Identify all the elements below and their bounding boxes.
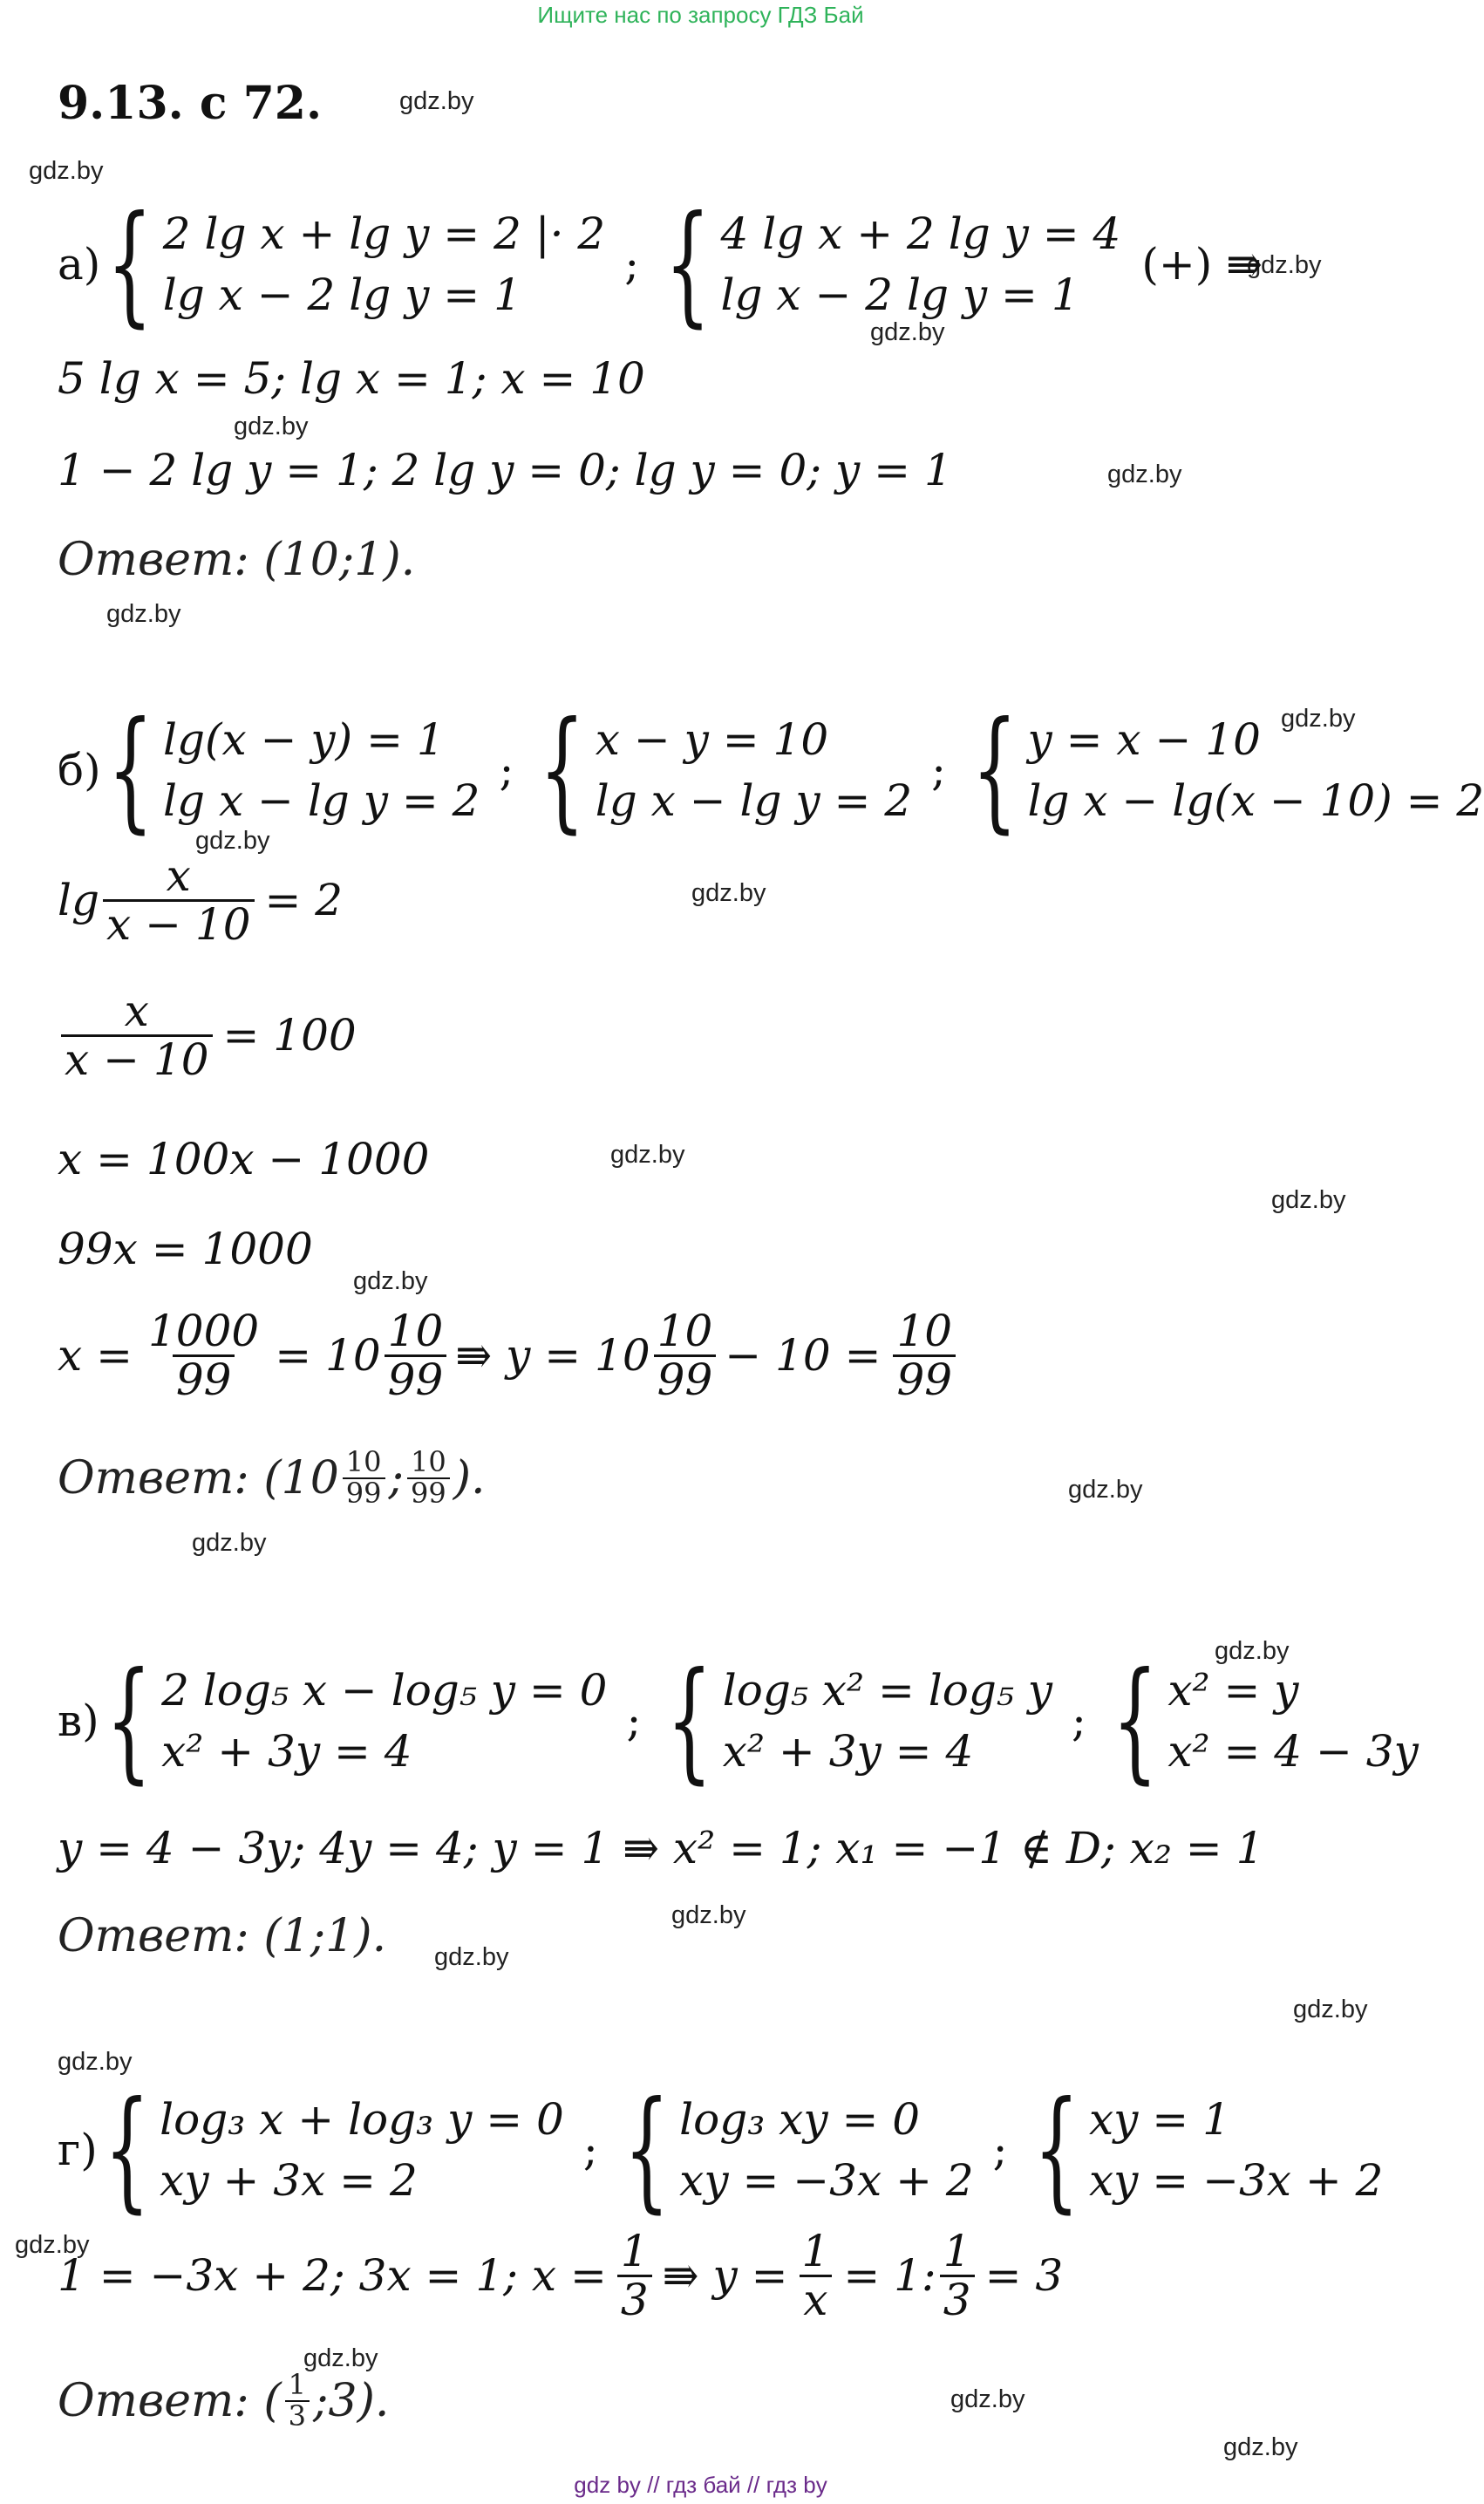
watermark: gdz.by bbox=[950, 2385, 1025, 2413]
expr: = 3 bbox=[984, 2250, 1064, 2301]
part-b-systems: б) { lg(x − y) = 1 lg x − lg y = 2 ; { x − y = 10 lg x − lg y = 2 ; { y = x − 10 lg x − lg(x − 10) = 2 bbox=[58, 694, 1484, 846]
equation: log₅ x² = log₅ y bbox=[722, 1665, 1053, 1716]
denominator: 99 bbox=[407, 1477, 450, 1509]
equation: lg x − lg(x − 10) = 2 bbox=[1027, 775, 1484, 826]
denominator: x − 10 bbox=[61, 1034, 213, 1083]
watermark: gdz.by bbox=[1107, 461, 1182, 488]
fraction bbox=[617, 2228, 652, 2323]
part-g-answer bbox=[58, 2368, 390, 2432]
expr: ⇛ y = 10 bbox=[455, 1330, 650, 1381]
part-g-label: г) bbox=[58, 2125, 98, 2175]
page-title: 9.13. с 72. bbox=[58, 77, 323, 130]
watermark: gdz.by bbox=[15, 2231, 90, 2259]
equation: lg(x − y) = 1 bbox=[163, 714, 445, 765]
denominator: 99 bbox=[385, 1354, 447, 1403]
part-g-system-2 bbox=[679, 2089, 974, 2211]
fraction bbox=[893, 1306, 956, 1405]
equation: log₃ xy = 0 bbox=[679, 2094, 921, 2145]
watermark: gdz.by bbox=[192, 1529, 267, 1557]
equation: log₃ x + log₃ y = 0 bbox=[160, 2094, 564, 2145]
part-a-line-1: 5 lg x = 5; lg x = 1; x = 10 bbox=[58, 353, 645, 404]
denominator: x bbox=[800, 2275, 831, 2323]
equation: xy = −3x + 2 bbox=[1088, 2155, 1384, 2206]
denominator: 99 bbox=[893, 1354, 956, 1403]
watermark: gdz.by bbox=[870, 318, 945, 346]
system-brace: { bbox=[106, 188, 153, 340]
watermark: gdz.by bbox=[303, 2344, 378, 2372]
equation: x − y = 10 bbox=[595, 714, 829, 765]
watermark: gdz.by bbox=[1281, 705, 1356, 733]
fraction bbox=[799, 2228, 834, 2323]
watermark: gdz.by bbox=[434, 1943, 509, 1971]
system-brace: { bbox=[623, 2074, 670, 2226]
denominator: 99 bbox=[343, 1477, 385, 1509]
fraction bbox=[61, 986, 213, 1085]
equation: xy = 1 bbox=[1088, 2094, 1230, 2145]
watermark: gdz.by bbox=[1247, 251, 1322, 279]
part-v-line-1: y = 4 − 3y; 4y = 4; y = 1 ⇛ x² = 1; x₁ = −1 ∉ D; x₂ = 1 bbox=[58, 1823, 1264, 1873]
watermark: gdz.by bbox=[234, 413, 309, 440]
denominator: 3 bbox=[617, 2275, 652, 2323]
equation: 2 lg x + lg y = 2 |· 2 bbox=[162, 208, 606, 259]
watermark: gdz.by bbox=[691, 879, 766, 907]
part-b-line-4: 99x = 1000 bbox=[58, 1224, 313, 1274]
part-g-system-1 bbox=[160, 2089, 564, 2211]
system-brace: { bbox=[107, 694, 153, 846]
denominator: 3 bbox=[285, 2400, 310, 2432]
watermark: gdz.by bbox=[1271, 1186, 1346, 1214]
answer-text: ). bbox=[453, 1451, 486, 1504]
denominator: 99 bbox=[654, 1354, 717, 1403]
equation: x² + 3y = 4 bbox=[161, 1726, 412, 1777]
fraction bbox=[343, 1445, 385, 1510]
part-b-system-1 bbox=[163, 709, 480, 831]
part-a-line-2: 1 − 2 lg y = 1; 2 lg y = 0; lg y = 0; y = 1 bbox=[58, 445, 952, 495]
watermark: gdz.by bbox=[1293, 1996, 1368, 2023]
fraction bbox=[145, 1306, 262, 1405]
expr: = 1: bbox=[843, 2250, 936, 2301]
fraction bbox=[654, 1306, 717, 1405]
part-b-answer bbox=[58, 1445, 486, 1510]
numerator: 1 bbox=[801, 2226, 830, 2276]
denominator: x − 10 bbox=[103, 899, 255, 948]
part-b-label: б) bbox=[58, 745, 101, 795]
part-b-line-2 bbox=[58, 986, 357, 1085]
part-g-line-1 bbox=[58, 2228, 1063, 2323]
watermark: gdz.by bbox=[399, 87, 474, 115]
system-brace: { bbox=[106, 1645, 152, 1797]
part-v-label: в) bbox=[58, 1695, 99, 1746]
answer-text: Ответ: (10 bbox=[58, 1451, 339, 1504]
numerator: 10 bbox=[411, 1445, 446, 1478]
fraction bbox=[285, 2368, 310, 2432]
part-b-line-3: x = 100x − 1000 bbox=[58, 1134, 430, 1184]
equation: x² = 4 − 3y bbox=[1167, 1726, 1419, 1777]
part-b-system-3 bbox=[1027, 709, 1484, 831]
fraction bbox=[385, 1306, 447, 1405]
answer-text: Ответ: ( bbox=[58, 2374, 282, 2427]
equation: lg x − 2 lg y = 1 bbox=[162, 270, 521, 320]
equation: x² + 3y = 4 bbox=[722, 1726, 974, 1777]
equation: xy = −3x + 2 bbox=[679, 2155, 974, 2206]
denominator: 99 bbox=[173, 1354, 235, 1403]
watermark: gdz.by bbox=[353, 1267, 428, 1295]
watermark: gdz.by bbox=[1215, 1637, 1290, 1665]
fraction bbox=[940, 2228, 975, 2323]
expr: ⇛ y = bbox=[662, 2250, 788, 2301]
part-v-system-3 bbox=[1167, 1660, 1418, 1782]
watermark: gdz.by bbox=[29, 157, 104, 185]
numerator: 10 bbox=[387, 1306, 444, 1356]
equation: lg x − lg y = 2 bbox=[163, 775, 480, 826]
equals: = 100 bbox=[222, 1010, 357, 1061]
equation: lg x − 2 lg y = 1 bbox=[720, 270, 1079, 320]
fraction bbox=[407, 1445, 450, 1510]
top-banner-link[interactable]: Ищите нас по запросу ГДЗ Бай bbox=[537, 2, 864, 28]
system-brace: { bbox=[971, 694, 1018, 846]
equation: 2 log₅ x − log₅ y = 0 bbox=[161, 1665, 608, 1716]
expr: 1 = −3x + 2; 3x = 1; x = bbox=[58, 2250, 607, 2301]
equals: = 2 bbox=[264, 875, 344, 925]
expr: x = bbox=[58, 1330, 133, 1381]
part-b-line-1 bbox=[58, 850, 344, 950]
system-brace: { bbox=[104, 2074, 150, 2226]
answer-text: ;3). bbox=[312, 2374, 390, 2427]
equation: 4 lg x + 2 lg y = 4 bbox=[720, 208, 1121, 259]
watermark: gdz.by bbox=[106, 600, 181, 628]
fraction bbox=[103, 850, 255, 950]
numerator: 10 bbox=[657, 1306, 713, 1356]
watermark: gdz.by bbox=[671, 1901, 746, 1929]
bottom-banner-link[interactable]: gdz by // гдз бай // гдз by bbox=[574, 2472, 827, 2498]
numerator: 1 bbox=[620, 2226, 649, 2276]
part-a-system-1 bbox=[163, 203, 605, 325]
part-g-system-3 bbox=[1089, 2089, 1384, 2211]
part-a-systems: а) { 2 lg x + lg y = 2 |· 2 lg x − 2 lg y = 1 ; { 4 lg x + 2 lg y = 4 lg x − 2 lg y = 1 (+) ⇛ bbox=[58, 188, 1263, 340]
answer-text: ; bbox=[388, 1451, 405, 1504]
numerator: 10 bbox=[345, 1445, 382, 1478]
watermark: gdz.by bbox=[1223, 2433, 1298, 2461]
part-v-systems: в) { 2 log₅ x − log₅ y = 0 x² + 3y = 4 ; { log₅ x² = log₅ y x² + 3y = 4 ; { x² = y x² = 4 − 3y bbox=[58, 1645, 1419, 1797]
numerator: 1 bbox=[288, 2368, 306, 2401]
watermark: gdz.by bbox=[58, 2048, 133, 2076]
denominator: 3 bbox=[940, 2275, 975, 2323]
part-a-label: а) bbox=[58, 239, 101, 290]
part-v-answer: Ответ: (1;1). bbox=[58, 1910, 387, 1962]
system-brace: { bbox=[1112, 1645, 1158, 1797]
watermark: gdz.by bbox=[1068, 1476, 1143, 1504]
part-a-answer: Ответ: (10;1). bbox=[58, 534, 416, 586]
numerator: 1 bbox=[943, 2226, 971, 2276]
part-v-system-2 bbox=[723, 1660, 1052, 1782]
part-v-system-1 bbox=[161, 1660, 607, 1782]
sum-implies: (+) ⇛ bbox=[1141, 239, 1263, 290]
equation: lg x − lg y = 2 bbox=[595, 775, 913, 826]
part-g-systems: г) { log₃ x + log₃ y = 0 xy + 3x = 2 ; { log₃ xy = 0 xy = −3x + 2 ; { xy = 1 xy = −3x + 2 bbox=[58, 2074, 1384, 2226]
lg-symbol: lg bbox=[58, 875, 99, 925]
equation: xy + 3x = 2 bbox=[160, 2155, 418, 2206]
equation: x² = y bbox=[1167, 1665, 1299, 1716]
numerator: 10 bbox=[896, 1306, 953, 1356]
part-b-system-2 bbox=[596, 709, 912, 831]
system-brace: { bbox=[539, 694, 586, 846]
part-a-system-2 bbox=[721, 203, 1121, 325]
numerator: 1000 bbox=[148, 1306, 260, 1356]
watermark: gdz.by bbox=[610, 1141, 685, 1169]
expr: = 10 bbox=[275, 1330, 381, 1381]
numerator: x bbox=[124, 986, 149, 1036]
numerator: x bbox=[166, 850, 191, 901]
system-brace: { bbox=[1033, 2074, 1079, 2226]
part-b-line-5 bbox=[58, 1306, 959, 1405]
equation: y = x − 10 bbox=[1027, 714, 1261, 765]
system-brace: { bbox=[664, 188, 711, 340]
watermark: gdz.by bbox=[195, 827, 270, 855]
expr: − 10 = bbox=[725, 1330, 882, 1381]
system-brace: { bbox=[666, 1645, 713, 1797]
